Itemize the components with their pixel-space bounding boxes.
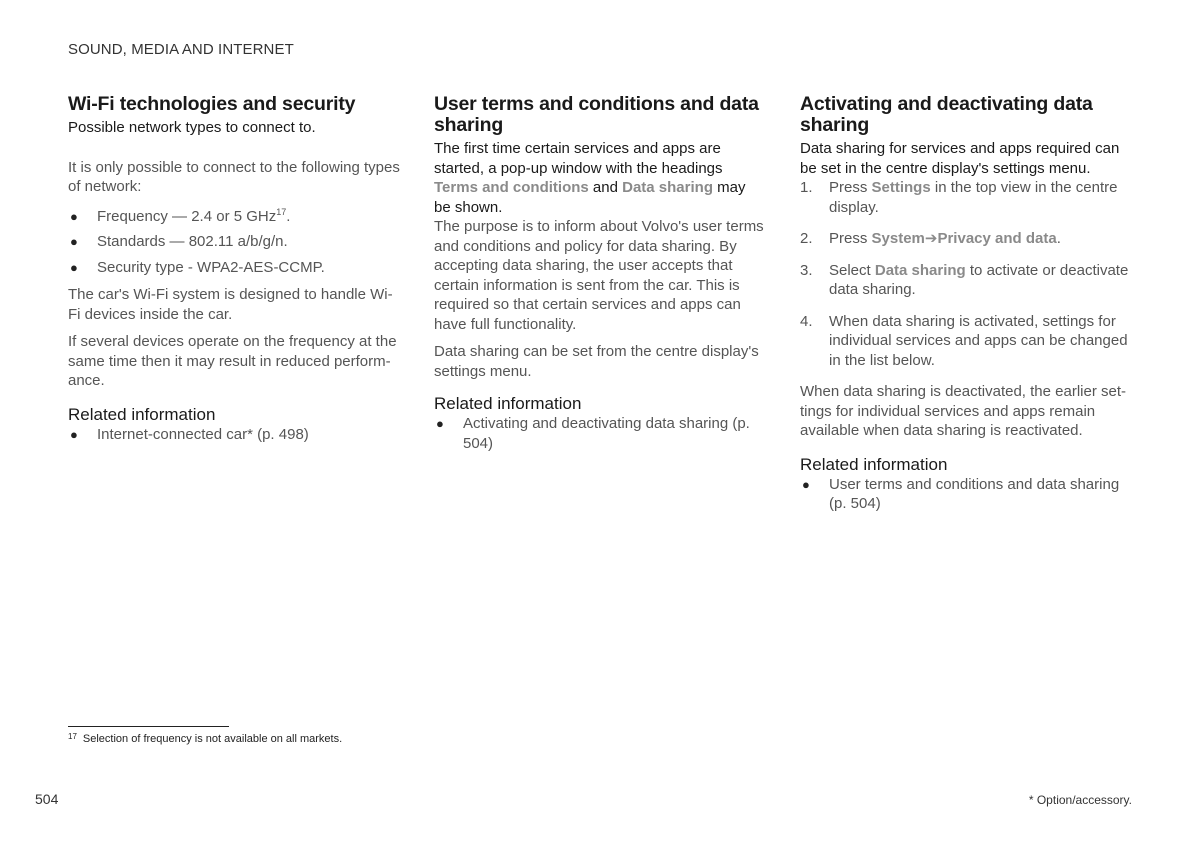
related-list (434, 414, 766, 453)
heading-data-sharing: Activating and deactivating data sharing (800, 93, 1093, 136)
list-item: ● Security type - WPA2-AES-CCMP. (70, 258, 325, 276)
intro-paragraph: It is only possible to connect to the following types of network: (68, 158, 400, 195)
bullet-icon: ● (70, 426, 78, 442)
footnote (68, 732, 342, 745)
step-item: 1. Press Settings in the top view in the centre display. (800, 179, 1118, 216)
related-link[interactable]: ● Internet-connected car* (p. 498) (70, 425, 309, 443)
page-number: 504 (35, 791, 59, 807)
ui-term-system: System (871, 230, 925, 247)
paragraph: The car's Wi-Fi system is designed to handle Wi-Fi devices inside the car. (68, 286, 393, 323)
column-data-sharing (800, 94, 1132, 514)
footnote-number: 17 (68, 732, 77, 741)
section-header: SOUND, MEDIA AND INTERNET (68, 41, 294, 58)
related-list (800, 475, 1132, 514)
bullet-icon: ● (70, 234, 78, 249)
related-information-heading: Related information (68, 404, 216, 424)
column-wifi-security (68, 94, 400, 444)
related-link[interactable]: ● User terms and conditions and data sharing (p. 504) (802, 475, 1120, 512)
column-user-terms (434, 94, 766, 453)
ui-term-data-sharing: Data sharing (622, 179, 713, 196)
footnote-text: Selection of frequency is not available on all markets. (82, 733, 343, 745)
arrow-right-icon: ➔ (924, 230, 938, 247)
bullet-icon: ● (436, 416, 444, 431)
list-item: ● Frequency — 2.4 or 5 GHz$^{17}$. (70, 206, 291, 225)
related-information-heading: Related information (434, 394, 582, 413)
list-item: ● Standards — 802.11 a/b/g/n. (70, 233, 288, 250)
option-accessory-note: * Option/accessory. (1028, 793, 1132, 807)
lead-text: Data sharing for services and apps required can be set in the centre display's settings menu. (800, 140, 1120, 177)
bullet-icon: ● (802, 476, 810, 492)
step-item: 2. Press System➔Privacy and data. (800, 230, 1061, 247)
related-list (68, 425, 400, 445)
ui-term-privacy-and-data: Privacy and data (937, 230, 1057, 247)
paragraph: Data sharing can be set from the centre display's settings menu. (434, 343, 759, 380)
steps-list (800, 178, 1132, 370)
paragraph: When data sharing is deactivated, the earlier settings for individual services and apps remain available when data sharing is reactivated. (800, 383, 1127, 439)
lead-text: Possible network types to connect to. (68, 119, 316, 136)
related-information-heading: Related information (800, 454, 948, 474)
bullet-icon: ● (70, 259, 78, 275)
paragraph: If several devices operate on the frequency at the same time then it may result in reduced performance. (68, 333, 397, 389)
footnote-divider (68, 726, 229, 727)
heading-wifi-security: Wi-Fi technologies and security (68, 93, 356, 115)
paragraph: The purpose is to inform about Volvo's user terms and conditions and policy for data sharing. By accepting data sharing, the user accepts that certain information is sent from the car. This is required so that certain services and apps can have full functionality. (434, 218, 764, 333)
related-link[interactable]: ● Activating and deactivating data sharing (p. 504) (436, 415, 750, 452)
lead-text: The first time certain services and apps are started, a pop-up window with the headings Terms and conditions and Data sharing may be shown. (434, 140, 746, 216)
bullet-icon: ● (70, 208, 78, 224)
ui-term-settings: Settings (871, 179, 931, 196)
ui-term-data-sharing: Data sharing (874, 261, 966, 279)
ui-term-terms-and-conditions: Terms and conditions (434, 179, 589, 196)
step-item: 4. When data sharing is activated, settings for individual services and apps can be changed in the list below. (800, 312, 1128, 369)
heading-user-terms: User terms and conditions and data sharing (434, 93, 759, 136)
network-types-list (68, 207, 400, 278)
footnote-ref[interactable]: 17 (276, 206, 287, 217)
step-item: 3. Select Data sharing to activate or deactivate data sharing. (800, 261, 1129, 298)
